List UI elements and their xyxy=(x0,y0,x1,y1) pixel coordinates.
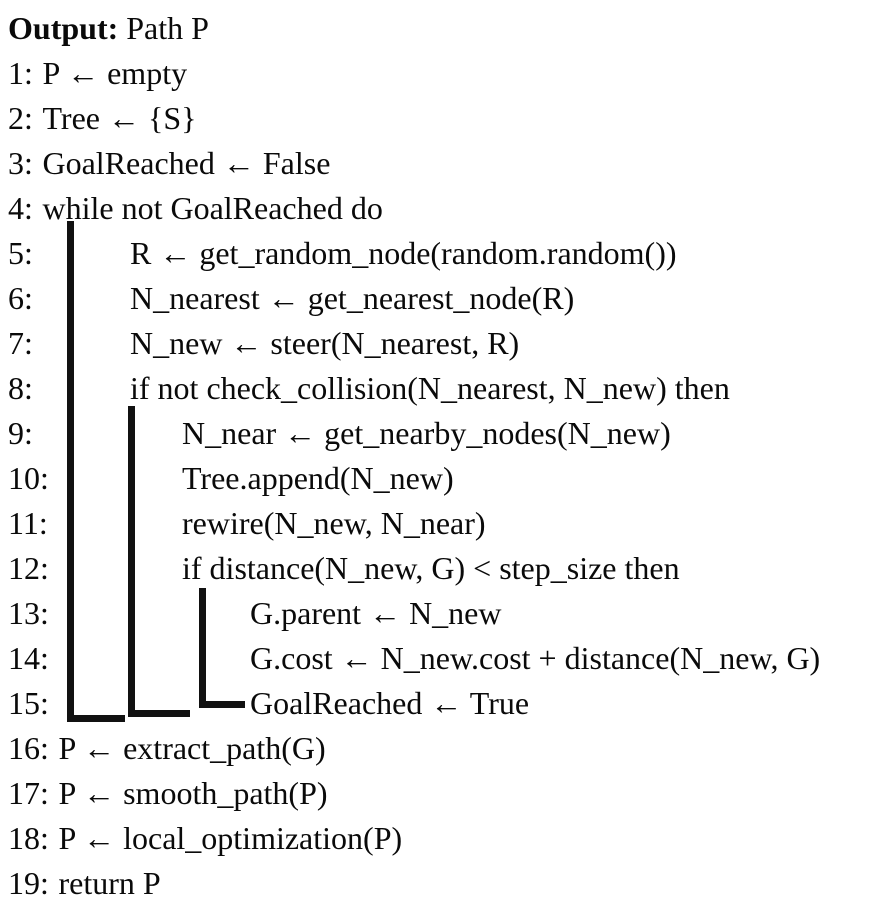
code-text: while not GoalReached do xyxy=(42,190,383,226)
line-number: 9: xyxy=(8,415,33,451)
line-number: 1: xyxy=(8,55,33,91)
code-text: P ← extract_path(G) xyxy=(58,730,326,766)
line-number: 3: xyxy=(8,145,33,181)
code-text: P ← empty xyxy=(42,55,188,91)
code-text: return P xyxy=(58,865,161,901)
line-number: 13: xyxy=(8,595,49,631)
line-number: 18: xyxy=(8,820,49,856)
code-text: P ← smooth_path(P) xyxy=(58,775,328,811)
line-number: 16: xyxy=(8,730,49,766)
line-number: 17: xyxy=(8,775,49,811)
code-text: Tree.append(N_new) xyxy=(182,460,454,496)
line-number: 11: xyxy=(8,505,48,541)
line-number: 14: xyxy=(8,640,49,676)
code-text: if distance(N_new, G) < step_size then xyxy=(182,550,680,586)
code-text: N_new ← steer(N_nearest, R) xyxy=(130,325,520,361)
code-text: GoalReached ← False xyxy=(42,145,331,181)
code-line-5 xyxy=(0,231,894,276)
line-number: 15: xyxy=(8,685,49,721)
code-text: R ← get_random_node(random.random()) xyxy=(130,235,677,271)
code-line-7 xyxy=(0,321,894,366)
if-distance-scope-bracket xyxy=(199,588,245,708)
line-number: 10: xyxy=(8,460,49,496)
line-number: 6: xyxy=(8,280,33,316)
line-number: 19: xyxy=(8,865,49,901)
code-text: G.cost ← N_new.cost + distance(N_new, G) xyxy=(250,640,821,676)
code-line-6 xyxy=(0,276,894,321)
if-collision-scope-bracket xyxy=(128,406,190,717)
code-text: if not check_collision(N_nearest, N_new) then xyxy=(130,370,730,406)
code-text: G.parent ← N_new xyxy=(250,595,502,631)
code-text: N_nearest ← get_nearest_node(R) xyxy=(130,280,575,316)
code-line-1 xyxy=(0,51,894,96)
code-line-17 xyxy=(0,771,894,816)
output-value: Path P xyxy=(126,10,209,46)
line-number: 5: xyxy=(8,235,33,271)
line-number: 12: xyxy=(8,550,49,586)
code-line-2 xyxy=(0,96,894,141)
line-number: 8: xyxy=(8,370,33,406)
code-line-8 xyxy=(0,366,894,411)
code-text: P ← local_optimization(P) xyxy=(58,820,403,856)
line-number: 4: xyxy=(8,190,33,226)
line-number: 7: xyxy=(8,325,33,361)
code-line-16 xyxy=(0,726,894,771)
code-line-18 xyxy=(0,816,894,861)
code-line-4 xyxy=(0,186,894,231)
code-text: GoalReached ← True xyxy=(250,685,530,721)
output-line xyxy=(0,6,894,51)
while-loop-scope-bracket xyxy=(67,221,125,722)
output-label: Output: xyxy=(8,10,119,46)
code-text: N_near ← get_nearby_nodes(N_new) xyxy=(182,415,671,451)
code-text: Tree ← {S} xyxy=(42,100,197,136)
code-line-19 xyxy=(0,861,894,903)
code-line-3 xyxy=(0,141,894,186)
line-number: 2: xyxy=(8,100,33,136)
code-text: rewire(N_new, N_near) xyxy=(182,505,486,541)
